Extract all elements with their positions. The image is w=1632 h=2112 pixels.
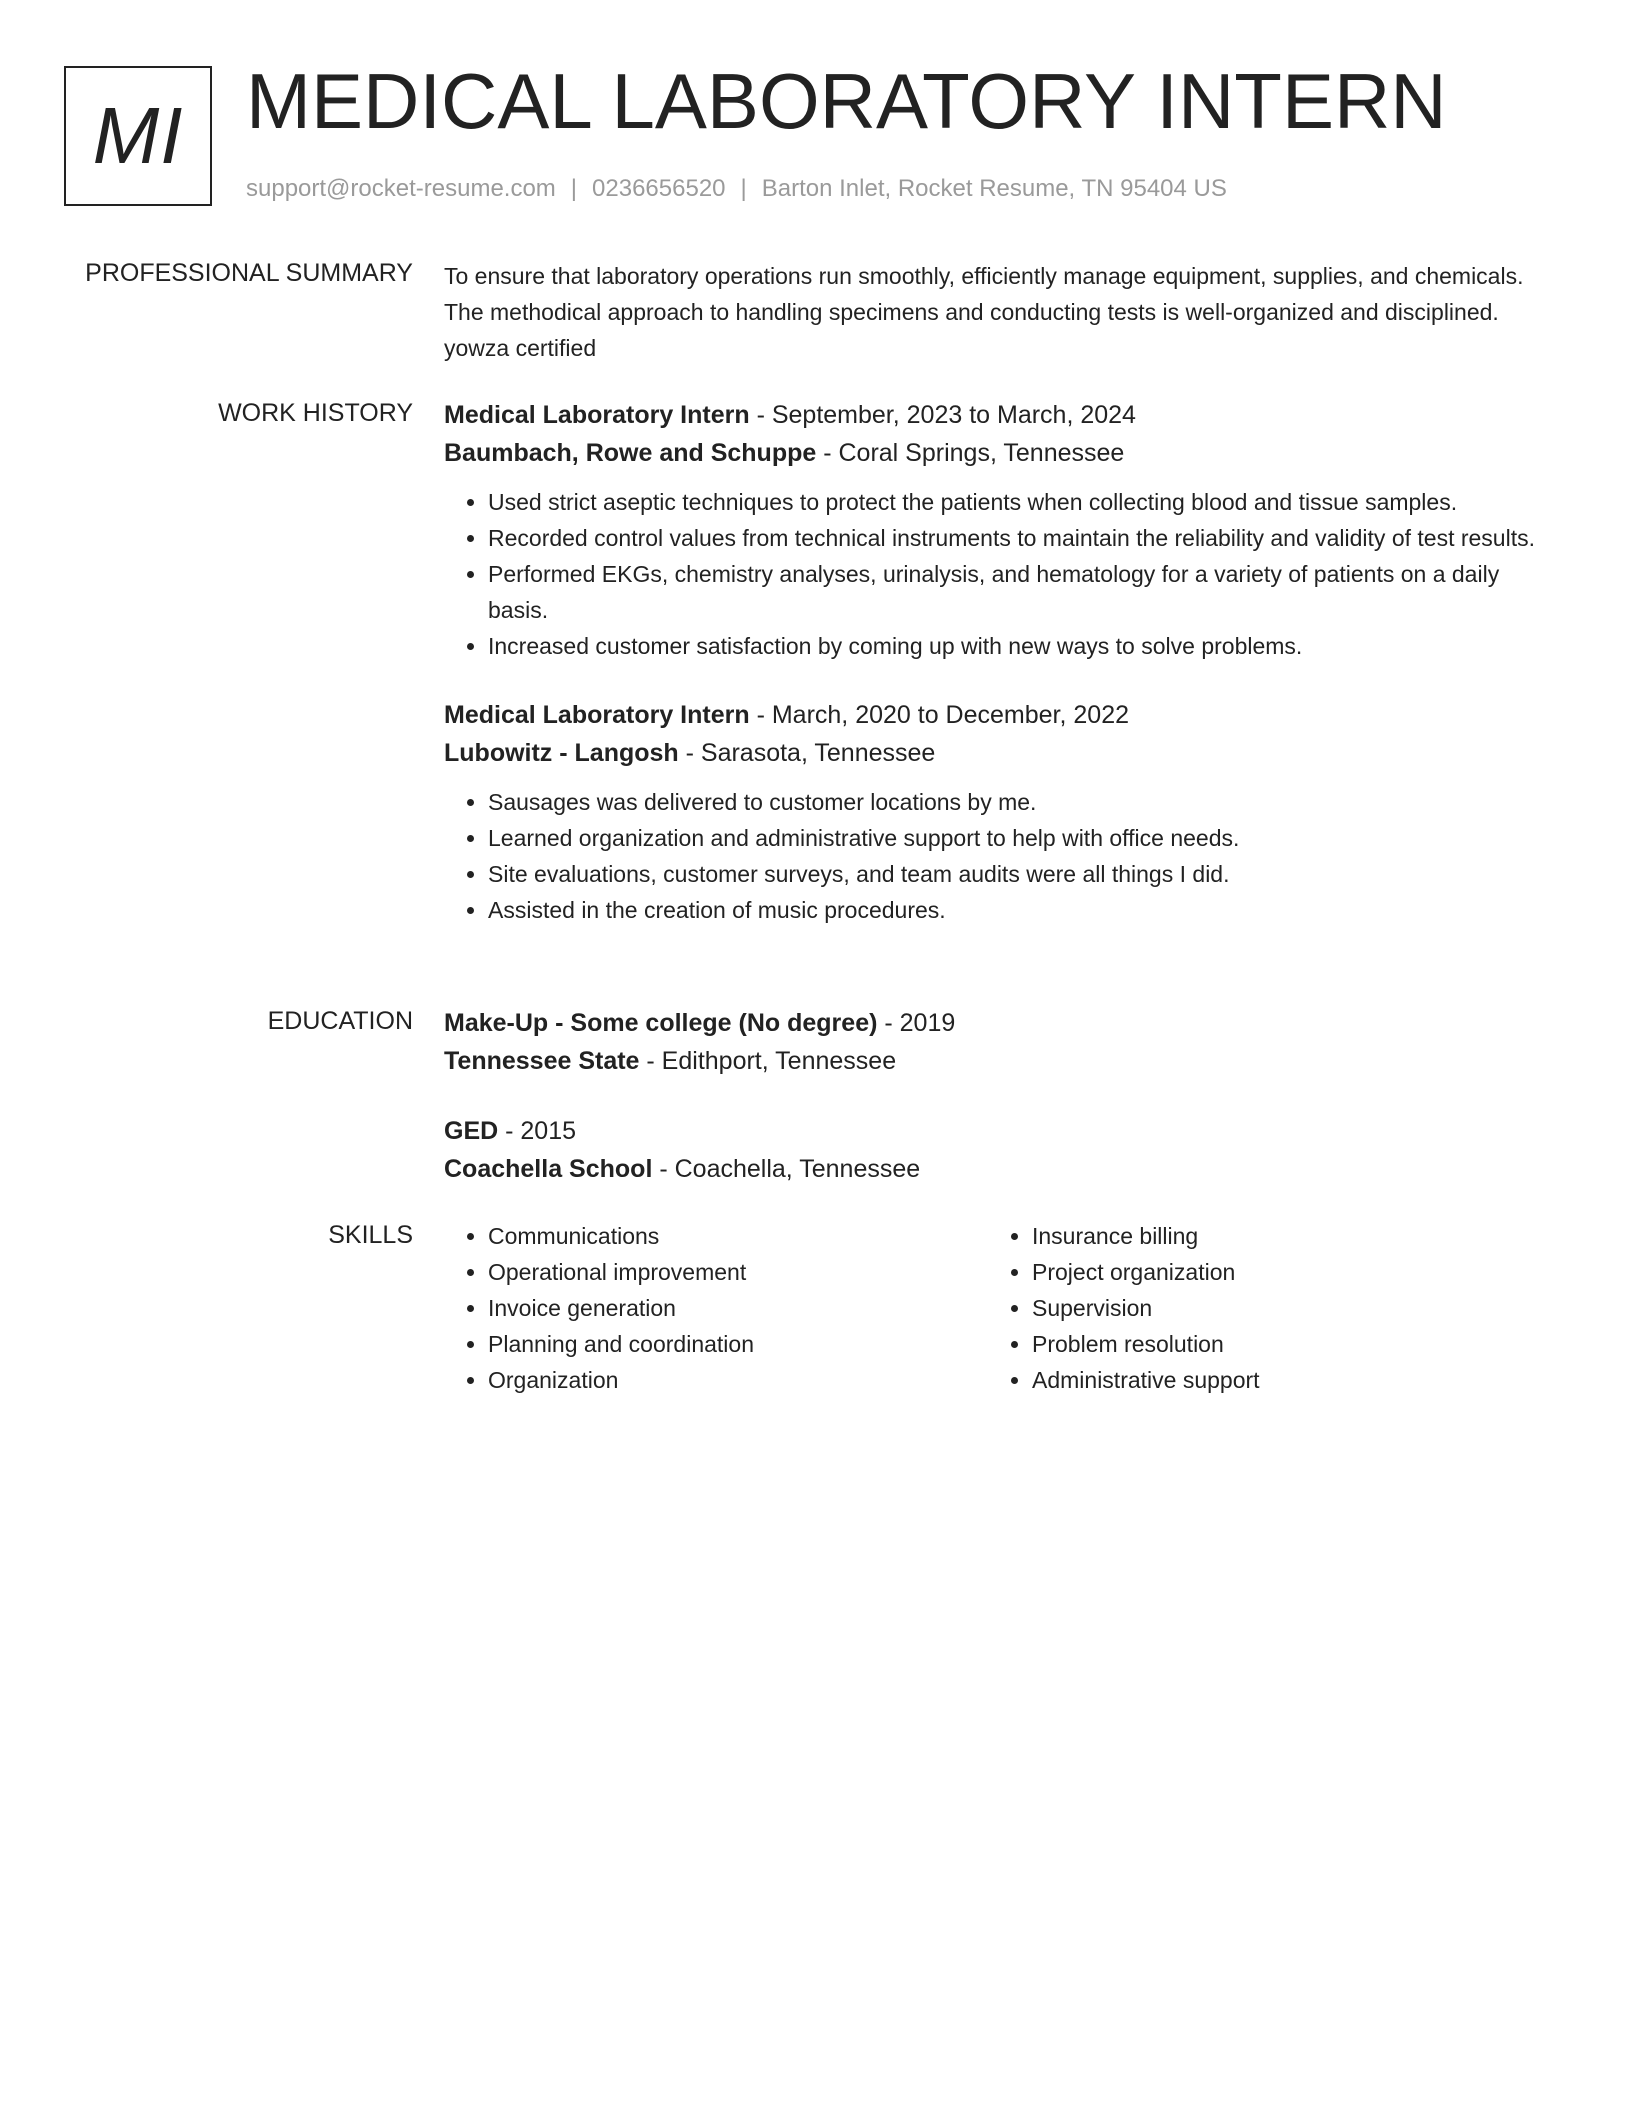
education-entry	[444, 1004, 1544, 1080]
contact-line	[246, 174, 1227, 204]
list-item: • Project organization	[1032, 1254, 1532, 1290]
school-location: - Edithport, Tennessee	[639, 1047, 897, 1075]
job-dates: - March, 2020 to December, 2022	[749, 701, 1129, 729]
job-duties-list	[444, 784, 1544, 928]
school: Coachella School	[444, 1155, 653, 1183]
job-duties-list	[444, 484, 1544, 664]
job-company: Baumbach, Rowe and Schuppe	[444, 439, 817, 467]
education-entry	[444, 1112, 1544, 1188]
skills-heading: SKILLS	[328, 1221, 413, 1249]
summary-text: To ensure that laboratory operations run smoothly, efficiently manage equipment, supplies, and chemicals. The methodical approach to handling specimens and conducting tests is well-organized and disciplined. yowza certified	[444, 263, 1524, 361]
skills-list-right	[988, 1218, 1532, 1398]
job-company-line	[444, 734, 1544, 772]
list-item: • Site evaluations, customer surveys, and team audits were all things I did.	[488, 856, 1544, 892]
list-item: • Performed EKGs, chemistry analyses, urinalysis, and hematology for a variety of patients on a daily basis.	[488, 556, 1544, 628]
job-title: Medical Laboratory Intern	[444, 701, 750, 729]
list-item: • Supervision	[1032, 1290, 1532, 1326]
degree-year: - 2019	[877, 1009, 956, 1037]
list-item: • Planning and coordination	[488, 1326, 988, 1362]
school-location: - Coachella, Tennessee	[652, 1155, 921, 1183]
work-history-heading: WORK HISTORY	[218, 399, 413, 427]
job-title: Medical Laboratory Intern	[444, 401, 750, 429]
job-location: - Coral Springs, Tennessee	[816, 439, 1125, 467]
school-line	[444, 1042, 1544, 1080]
contact-separator: |	[740, 175, 747, 202]
degree-year: - 2015	[498, 1117, 577, 1145]
education-body	[444, 1004, 1544, 1188]
job-company-line	[444, 434, 1544, 472]
list-item: • Learned organization and administrative support to help with office needs.	[488, 820, 1544, 856]
list-item: • Problem resolution	[1032, 1326, 1532, 1362]
skills-columns	[444, 1218, 1544, 1398]
summary-body	[444, 256, 1544, 366]
job-company: Lubowitz - Langosh	[444, 739, 679, 767]
list-item: • Insurance billing	[1032, 1218, 1532, 1254]
education-heading: EDUCATION	[267, 1007, 413, 1035]
job-location: - Sarasota, Tennessee	[678, 739, 936, 767]
contact-address: Barton Inlet, Rocket Resume, TN 95404 US	[761, 175, 1227, 202]
degree-line	[444, 1004, 1544, 1042]
job-entry	[444, 696, 1544, 928]
list-item: • Assisted in the creation of music procedures.	[488, 892, 1544, 928]
contact-email: support@rocket-resume.com	[246, 175, 556, 202]
contact-phone: 0236656520	[592, 175, 726, 202]
monogram-initials: MI	[92, 91, 184, 180]
summary-heading: PROFESSIONAL SUMMARY	[85, 259, 413, 287]
page-title: MEDICAL LABORATORY INTERN	[246, 57, 1447, 145]
list-item: • Sausages was delivered to customer locations by me.	[488, 784, 1544, 820]
job-title-line	[444, 696, 1544, 734]
job-title-line	[444, 396, 1544, 434]
work-history-body	[444, 396, 1544, 928]
skills-list-left	[444, 1218, 988, 1398]
skills-body	[444, 1218, 1544, 1398]
list-item: • Organization	[488, 1362, 988, 1398]
list-item: • Invoice generation	[488, 1290, 988, 1326]
list-item: • Administrative support	[1032, 1362, 1532, 1398]
degree: GED	[444, 1117, 499, 1145]
list-item: • Operational improvement	[488, 1254, 988, 1290]
contact-separator: |	[570, 175, 578, 202]
school: Tennessee State	[444, 1047, 640, 1075]
list-item: • Communications	[488, 1218, 988, 1254]
monogram-box	[64, 66, 212, 206]
list-item: • Used strict aseptic techniques to protect the patients when collecting blood and tissue samples.	[488, 484, 1544, 520]
degree-line	[444, 1112, 1544, 1150]
degree: Make-Up - Some college (No degree)	[444, 1009, 878, 1037]
job-entry	[444, 396, 1544, 664]
list-item: • Increased customer satisfaction by coming up with new ways to solve problems.	[488, 628, 1544, 664]
job-dates: - September, 2023 to March, 2024	[749, 401, 1136, 429]
school-line	[444, 1150, 1544, 1188]
list-item: • Recorded control values from technical instruments to maintain the reliability and validity of test results.	[488, 520, 1544, 556]
